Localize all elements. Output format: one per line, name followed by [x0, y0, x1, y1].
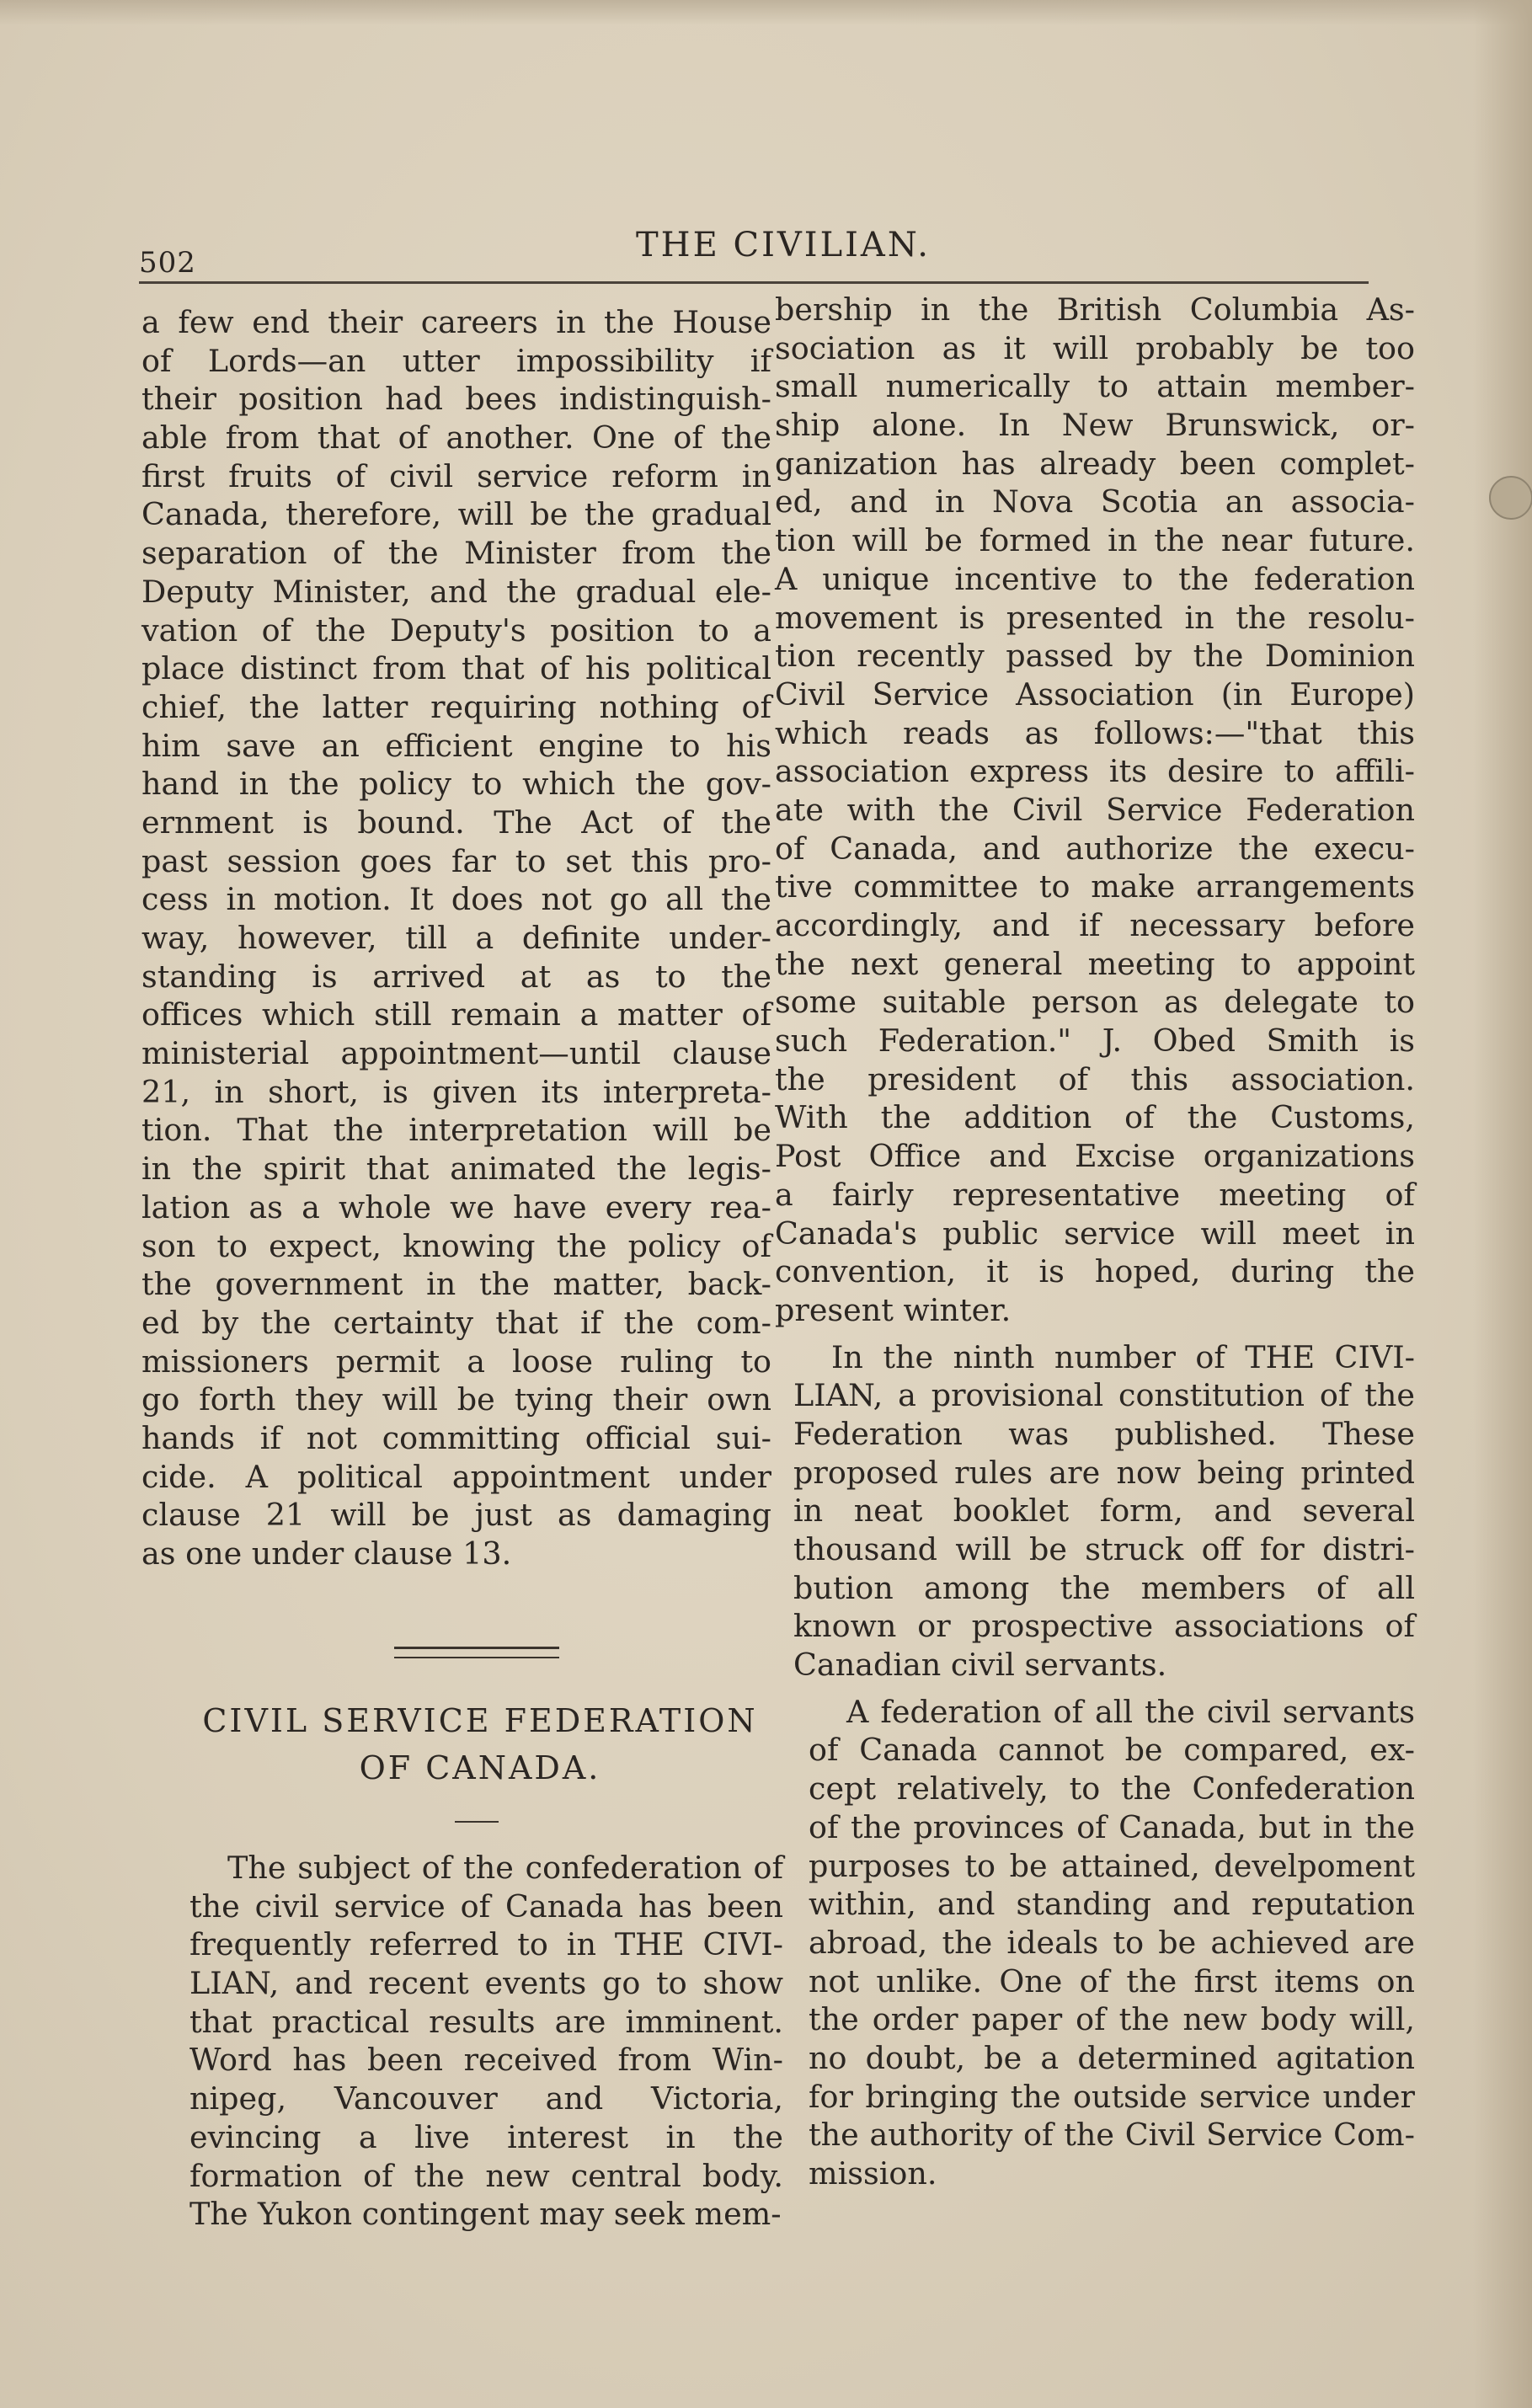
text-line: With the addition of the Customs, — [775, 1099, 1415, 1136]
text-line: ministerial appointment—until clause — [141, 1035, 771, 1072]
text-line: In the ninth number of THE CIVI- — [831, 1338, 1415, 1375]
text-line: bership in the British Columbia As- — [775, 291, 1415, 328]
text-line: Deputy Minister, and the gradual ele- — [141, 573, 771, 610]
text-line: missioners permit a loose ruling to — [141, 1343, 771, 1380]
paragraph-intro — [189, 1849, 783, 2234]
text-line: clause 21 will be just as damaging — [141, 1497, 771, 1534]
text-line: Canadian civil servants. — [793, 1647, 1167, 1684]
text-line: no doubt, be a determined agitation — [809, 2039, 1415, 2076]
text-line: son to expect, knowing the policy of — [141, 1227, 771, 1264]
text-line: cess in motion. It does not go all the — [141, 881, 771, 918]
text-line: ate with the Civil Service Federation — [775, 791, 1415, 828]
right-column — [775, 291, 1415, 2193]
text-line: go forth they will be tying their own — [141, 1381, 771, 1418]
section-title-line-2: OF CANADA. — [359, 1749, 601, 1786]
text-line: a fairly representative meeting of — [775, 1176, 1415, 1213]
text-line: proposed rules are now being printed — [793, 1454, 1415, 1491]
text-line: in neat booklet form, and several — [793, 1492, 1415, 1530]
text-line: Post Office and Excise organizations — [775, 1138, 1415, 1175]
text-line: the order paper of the new body will, — [809, 2001, 1415, 2038]
text-line: hand in the policy to which the gov- — [141, 766, 771, 803]
text-line: of Canada cannot be compared, ex- — [809, 1732, 1415, 1769]
text-line: past session goes far to set this pro- — [141, 842, 771, 879]
running-title: THE CIVILIAN. — [636, 226, 931, 264]
header-rule — [139, 281, 1369, 284]
text-line: 21, in short, is given its interpreta- — [141, 1073, 771, 1110]
text-line: place distinct from that of his political — [141, 650, 771, 687]
text-line: of Lords—an utter impossibility if — [141, 342, 771, 379]
text-line: ganization has already been complet- — [775, 445, 1415, 482]
text-line: as one under clause 13. — [141, 1535, 512, 1572]
text-line: mission. — [809, 2155, 937, 2192]
text-line: sociation as it will probably be too — [775, 329, 1415, 366]
left-column-top — [141, 303, 771, 1573]
text-line: LIAN, and recent events go to show — [189, 1965, 783, 2002]
text-line: ernment is bound. The Act of the — [141, 804, 771, 841]
left-column-lower — [189, 1849, 783, 2234]
text-line: which reads as follows:—"that this — [775, 714, 1415, 751]
text-line: the authority of the Civil Service Com- — [809, 2117, 1415, 2154]
text-line: hands if not committing official sui- — [141, 1419, 771, 1456]
text-line: known or prospective associations of — [793, 1608, 1415, 1645]
text-line: Canada, therefore, will be the gradual — [141, 496, 771, 533]
text-line: Canada's public service will meet in — [775, 1215, 1415, 1252]
text-line: A unique incentive to the federation — [775, 560, 1415, 597]
text-line: for bringing the outside service under — [809, 2078, 1415, 2115]
paragraph-comparison — [809, 1693, 1415, 2193]
text-line: Civil Service Association (in Europe) — [775, 675, 1415, 713]
text-line: separation of the Minister from the — [141, 535, 771, 572]
text-line: such Federation." J. Obed Smith is — [775, 1022, 1415, 1060]
text-line: their position had bees indistinguish- — [141, 381, 771, 418]
text-line: the president of this association. — [775, 1060, 1415, 1097]
text-line: vation of the Deputy's position to a — [141, 611, 771, 649]
text-line: ship alone. In New Brunswick, or- — [775, 407, 1415, 444]
text-line: of Canada, and authorize the execu- — [775, 830, 1415, 867]
text-line: The Yukon contingent may seek mem- — [189, 2196, 782, 2233]
paragraph-constitution — [793, 1338, 1415, 1685]
text-line: tion. That the interpretation will be — [141, 1112, 771, 1149]
page-number: 502 — [139, 246, 196, 280]
text-line: The subject of the confederation of — [227, 1850, 783, 1886]
text-line: tion recently passed by the Dominion — [775, 638, 1415, 675]
text-line: Federation was published. These — [793, 1415, 1415, 1452]
text-line: standing is arrived at as to the — [141, 958, 771, 995]
text-line: in the spirit that animated the legis- — [141, 1151, 771, 1188]
text-line: thousand will be struck off for distri- — [793, 1531, 1415, 1567]
text-line: that practical results are imminent. — [189, 2003, 783, 2040]
text-line: formation of the new central body. — [189, 2157, 783, 2194]
text-line: of the provinces of Canada, but in the — [809, 1808, 1415, 1845]
heading-underline — [455, 1821, 499, 1823]
text-line: Word has been received from Win- — [189, 2042, 783, 2079]
text-line: him save an efficient engine to his — [141, 727, 771, 764]
text-line: some suitable person as delegate to — [775, 984, 1415, 1021]
text-line: tive committee to make arrangements — [775, 868, 1415, 905]
text-line: cide. A political appointment under — [141, 1458, 771, 1495]
text-line: nipeg, Vancouver and Victoria, — [189, 2080, 783, 2117]
text-line: association express its desire to affili- — [775, 753, 1415, 790]
text-line: tion will be formed in the near future. — [775, 522, 1415, 559]
text-line: purposes to be attained, develpoment — [809, 1847, 1415, 1884]
text-line: present winter. — [775, 1291, 1012, 1328]
text-line: accordingly, and if necessary before — [775, 907, 1415, 943]
text-line: cept relatively, to the Confederation — [809, 1770, 1415, 1807]
binding-hole — [1489, 476, 1532, 520]
page-right-shadow — [1473, 0, 1532, 2408]
text-line: movement is presented in the resolu- — [775, 599, 1415, 636]
text-line: frequently referred to in THE CIVI- — [189, 1926, 783, 1963]
text-line: bution among the members of all — [793, 1569, 1415, 1606]
text-line: a few end their careers in the House — [141, 304, 771, 340]
text-line: the next general meeting to appoint — [775, 945, 1415, 982]
text-line: the government in the matter, back- — [141, 1266, 771, 1303]
text-line: chief, the latter requiring nothing of — [141, 688, 771, 725]
text-line: evincing a live interest in the — [189, 2118, 783, 2155]
text-line: not unlike. One of the first items on — [809, 1962, 1415, 2000]
text-line: the civil service of Canada has been — [189, 1887, 783, 1925]
section-title-line-1: CIVIL SERVICE FEDERATION — [202, 1702, 758, 1739]
text-line: ed, and in Nova Scotia an associa- — [775, 483, 1415, 521]
section-divider — [394, 1647, 559, 1658]
text-line: ed by the certainty that if the com- — [141, 1304, 771, 1341]
text-line: convention, it is hoped, during the — [775, 1253, 1415, 1290]
text-line: small numerically to attain member- — [775, 368, 1415, 405]
text-line: abroad, the ideals to be achieved are — [809, 1924, 1415, 1961]
text-line: offices which still remain a matter of — [141, 996, 771, 1033]
text-line: within, and standing and reputation — [809, 1886, 1415, 1923]
text-line: LIAN, a provisional constitution of the — [793, 1377, 1415, 1414]
text-line: lation as a whole we have every rea- — [141, 1188, 771, 1225]
paragraph-continuation — [141, 303, 771, 1573]
paragraph-federation-progress — [775, 291, 1415, 1330]
text-line: first fruits of civil service reform in — [141, 457, 771, 494]
text-line: able from that of another. One of the — [141, 419, 771, 457]
text-line: way, however, till a definite under- — [141, 920, 771, 956]
page-top-shadow — [0, 0, 1532, 25]
text-line: A federation of all the civil servants — [846, 1693, 1415, 1730]
section-heading — [173, 1697, 787, 1791]
page-header — [139, 221, 1385, 280]
